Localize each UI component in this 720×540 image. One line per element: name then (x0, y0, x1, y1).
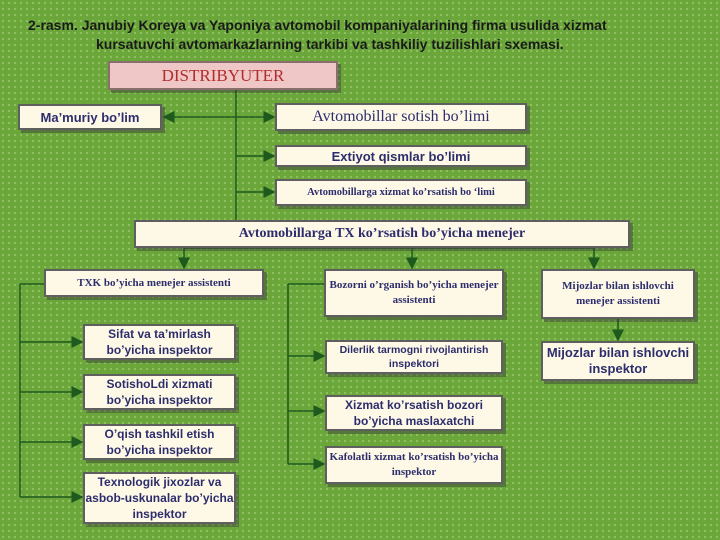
node-tx-manager (134, 220, 630, 248)
node-market-assistant (324, 269, 504, 317)
node-wheel-inspector-label: O’qish tashkil etish bo’yicha inspektor (104, 427, 215, 457)
node-tx-manager-label: Avtomobillarga TX ko’rsatish bo’yicha menejer (238, 226, 526, 241)
node-quality-inspector (83, 324, 236, 360)
node-distributor-label: DISTRIBYUTER (161, 65, 285, 85)
node-warranty-inspector (325, 446, 503, 484)
node-distributor (108, 61, 338, 90)
node-txk-assistant-label: TXK bo’yicha menejer assistenti (77, 277, 231, 289)
node-aftersales-inspector-label: SotishoLdi xizmati bo’yicha inspektor (106, 377, 213, 407)
node-market-consultant-label: Xizmat ko’rsatish bozori bo’yicha maslaxatchi (344, 398, 484, 428)
node-tech-inspector-label: Texnologik jixozlar va asbob-uskunalar bo’yicha inspektor (85, 475, 234, 521)
node-aftersales-inspector (83, 374, 236, 410)
node-client-inspector-label: Mijozlar bilan ishlovchi inspektor (546, 345, 690, 376)
node-quality-inspector-label: Sifat va ta’mirlash bo’yicha inspektor (106, 327, 213, 357)
node-wheel-inspector (83, 424, 236, 460)
node-market-assistant-label: Bozorni o’rganish bo’yicha menejer assistenti (329, 279, 499, 306)
node-car-sales-label: Avtomobillar sotish bo’limi (312, 108, 490, 125)
title-line-1: 2-rasm. Janubiy Koreya va Yaponiya avtomobil kompaniyalarining firma usulida xizmat (28, 17, 607, 33)
node-client-inspector (541, 341, 695, 381)
node-admin (18, 104, 162, 130)
node-market-consultant (325, 395, 503, 431)
node-tech-inspector (83, 472, 236, 524)
node-dealer-inspector-label: Dilerlik tarmogni rivojlantirish inspektori (339, 344, 489, 370)
node-spare-parts (275, 145, 527, 167)
node-car-service (275, 179, 527, 206)
node-car-service-label: Avtomobillarga xizmat ko’rsatish bo ‘limi (307, 187, 495, 198)
node-client-manager (541, 269, 695, 319)
node-car-sales (275, 103, 527, 131)
node-dealer-inspector (325, 340, 503, 374)
node-client-manager-label: Mijozlar bilan ishlovchi menejer assistenti (562, 280, 674, 307)
node-spare-parts-label: Extiyot qismlar bo’limi (331, 148, 471, 164)
title-line-2: kursatuvchi avtomarkazlarning tarkibi va tashkiliy tuzilishlari sxemasi. (96, 36, 564, 52)
node-warranty-inspector-label: Kafolatli xizmat ko’rsatish bo’yicha inspektor (329, 451, 499, 478)
node-admin-label: Ma’muriy bo’lim (40, 109, 140, 125)
node-txk-assistant (44, 269, 264, 297)
